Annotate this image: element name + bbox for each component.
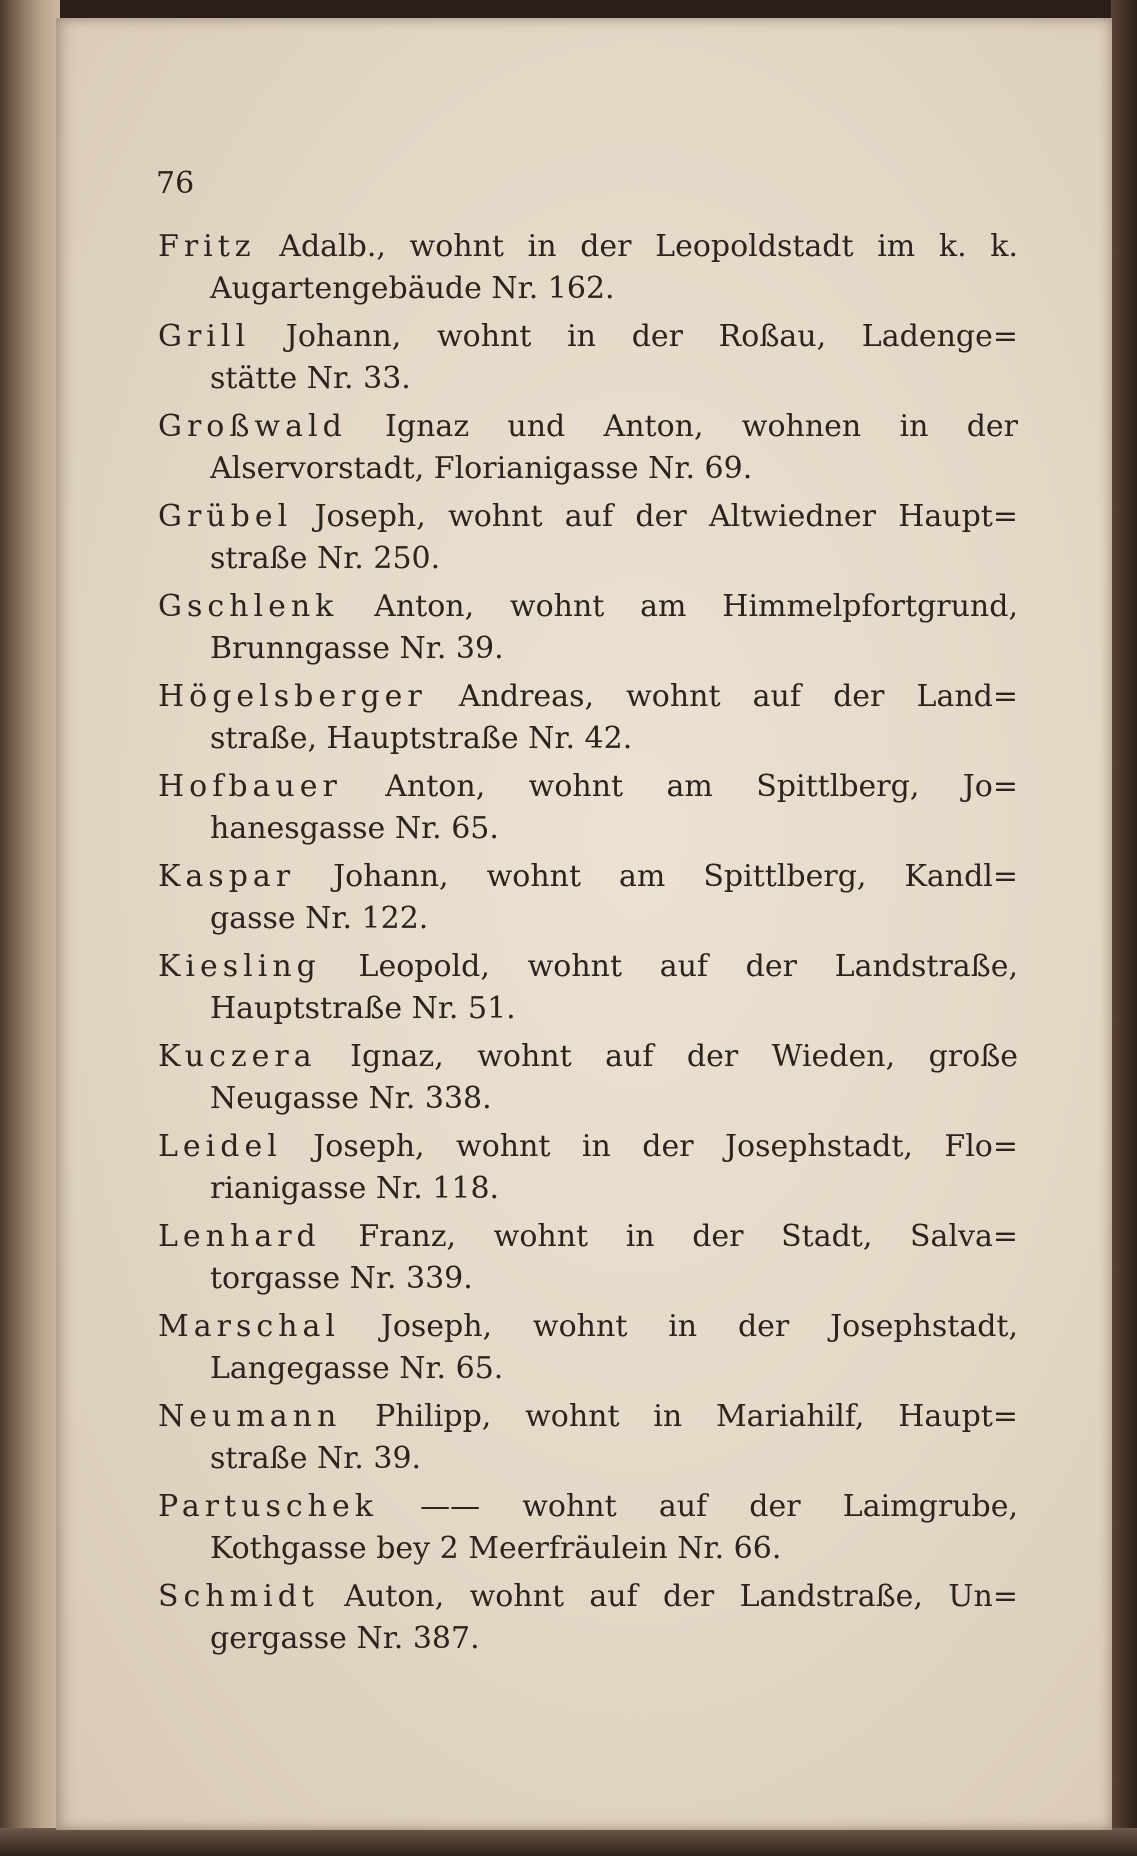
entry-continuation: Alservorstadt, Florianigasse Nr. 69. (210, 451, 753, 486)
address-entry (158, 226, 1018, 310)
entry-surname: Marschal (158, 1309, 340, 1344)
entry-surname: Partuschek (158, 1489, 378, 1524)
entry-continuation: Kothgasse bey 2 Meerfräulein Nr. 66. (210, 1531, 782, 1566)
entry-continuation: Neugasse Nr. 338. (210, 1081, 492, 1116)
page-number: 76 (156, 166, 195, 201)
entry-continuation: gasse Nr. 122. (210, 901, 429, 936)
entry-first-line (158, 1306, 1018, 1348)
entry-text: Adalb., wohnt in der Leopoldstadt im k. k. (255, 229, 1018, 264)
address-entry (158, 856, 1018, 940)
entry-first-line (158, 1576, 1018, 1618)
entry-continuation: torgasse Nr. 339. (210, 1261, 473, 1296)
entry-continuation: stätte Nr. 33. (210, 361, 411, 396)
entry-surname: Gschlenk (158, 589, 339, 624)
address-entry (158, 946, 1018, 1030)
entry-text: Leopold, wohnt auf der Landstraße, (320, 949, 1018, 984)
entry-text: Joseph, wohnt in der Josephstadt, (339, 1309, 1018, 1344)
entry-continuation: Hauptstraße Nr. 51. (210, 991, 516, 1026)
entry-text: —— wohnt auf der Laimgrube, (377, 1489, 1018, 1524)
entry-continuation: straße Nr. 39. (210, 1441, 422, 1476)
entry-first-line (158, 226, 1018, 268)
entry-text: Philipp, wohnt in Mariahilf, Haupt= (341, 1399, 1018, 1434)
address-entry (158, 406, 1018, 490)
entry-surname: Kiesling (158, 949, 321, 984)
entry-text: Joseph, wohnt auf der Altwiedner Haupt= (292, 499, 1018, 534)
address-entry (158, 1036, 1018, 1120)
entry-continuation: gergasse Nr. 387. (210, 1621, 480, 1656)
entry-surname: Leidel (158, 1129, 282, 1164)
entry-surname: Lenhard (158, 1219, 321, 1254)
entry-continuation: Brunngasse Nr. 39. (210, 631, 504, 666)
entry-first-line (158, 586, 1018, 628)
entry-first-line (158, 1036, 1018, 1078)
address-entry (158, 1306, 1018, 1390)
entry-first-line (158, 316, 1018, 358)
entry-text: Anton, wohnt am Spittlberg, Jo= (341, 769, 1018, 804)
address-entry (158, 676, 1018, 760)
entry-surname: Neumann (158, 1399, 342, 1434)
entry-continuation: hanesgasse Nr. 65. (210, 811, 499, 846)
entry-surname: Hofbauer (158, 769, 342, 804)
address-entry (158, 1396, 1018, 1480)
entry-text: Andreas, wohnt auf der Land= (426, 679, 1018, 714)
entry-surname: Schmidt (158, 1579, 319, 1614)
entry-first-line (158, 496, 1018, 538)
address-entry (158, 586, 1018, 670)
entry-surname: Högelsberger (158, 679, 427, 714)
entry-first-line (158, 406, 1018, 448)
address-list (158, 226, 1018, 1666)
entry-surname: Grill (158, 319, 251, 354)
entry-surname: Fritz (158, 229, 256, 264)
address-entry (158, 1486, 1018, 1570)
entry-continuation: straße Nr. 250. (210, 541, 441, 576)
address-entry (158, 1216, 1018, 1300)
address-entry (158, 496, 1018, 580)
entry-first-line (158, 1216, 1018, 1258)
entry-first-line (158, 856, 1018, 898)
book-right-edge (1111, 0, 1137, 1856)
entry-text: Franz, wohnt in der Stadt, Salva= (320, 1219, 1018, 1254)
book-bottom-edge (0, 1828, 1137, 1856)
entry-continuation: Langegasse Nr. 65. (210, 1351, 504, 1386)
address-entry (158, 1126, 1018, 1210)
entry-surname: Grübel (158, 499, 293, 534)
entry-first-line (158, 1486, 1018, 1528)
book-left-edge (0, 0, 60, 1856)
address-entry (158, 766, 1018, 850)
entry-first-line (158, 1396, 1018, 1438)
entry-surname: Großwald (158, 409, 347, 444)
address-entry (158, 1576, 1018, 1660)
entry-surname: Kaspar (158, 859, 296, 894)
entry-text: Johann, wohnt am Spittlberg, Kandl= (295, 859, 1018, 894)
entry-first-line (158, 676, 1018, 718)
entry-continuation: straße, Hauptstraße Nr. 42. (210, 721, 633, 756)
entry-text: Ignaz, wohnt auf der Wieden, große (316, 1039, 1018, 1074)
entry-text: Johann, wohnt in der Roßau, Ladenge= (250, 319, 1018, 354)
entry-first-line (158, 946, 1018, 988)
entry-text: Ignaz und Anton, wohnen in der (346, 409, 1018, 444)
entry-surname: Kuczera (158, 1039, 317, 1074)
entry-text: Joseph, wohnt in der Josephstadt, Flo= (281, 1129, 1018, 1164)
entry-continuation: rianigasse Nr. 118. (210, 1171, 500, 1206)
entry-first-line (158, 766, 1018, 808)
entry-text: Anton, wohnt am Himmelpfortgrund, (338, 589, 1018, 624)
entry-continuation: Augartengebäude Nr. 162. (210, 271, 615, 306)
entry-text: Auton, wohnt auf der Landstraße, Un= (318, 1579, 1018, 1614)
entry-first-line (158, 1126, 1018, 1168)
address-entry (158, 316, 1018, 400)
